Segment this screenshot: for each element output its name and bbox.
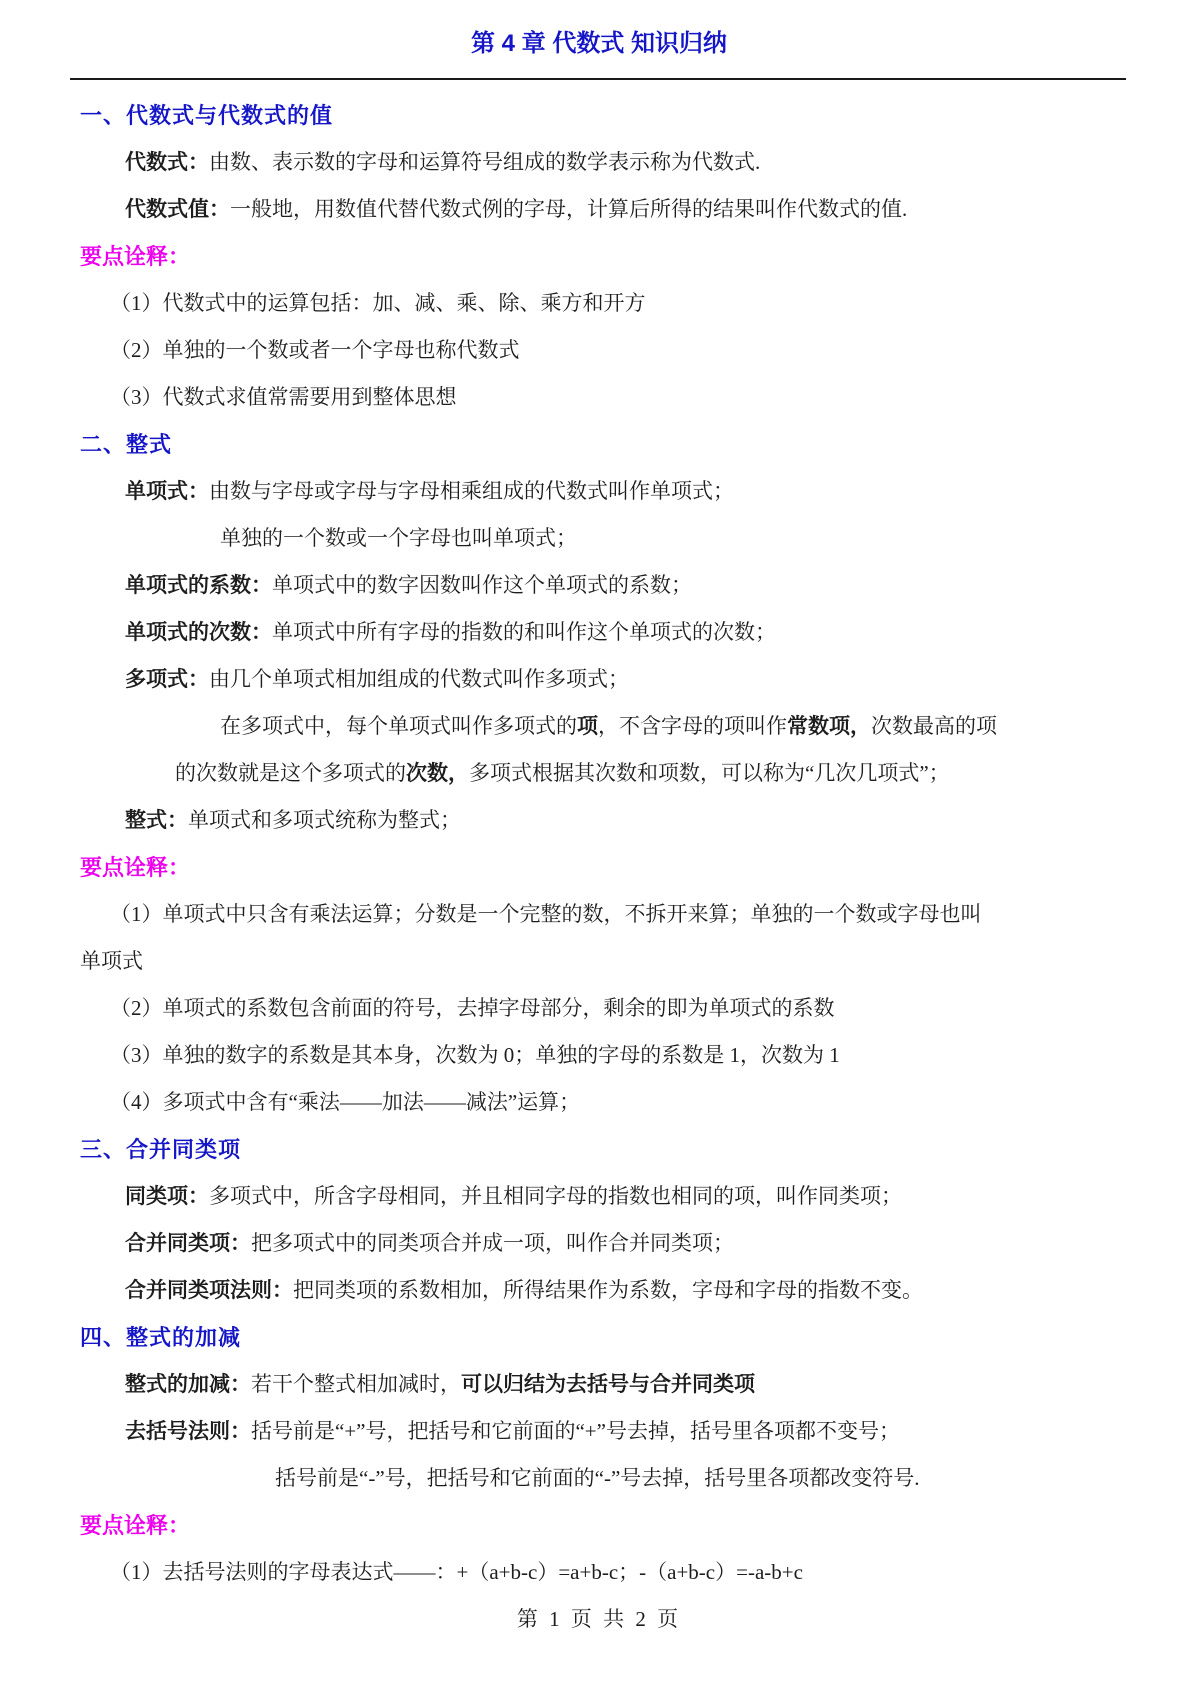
definition-polynomial (80, 656, 1118, 703)
definition-integral-expression (80, 797, 1118, 844)
definition-combine-rule (80, 1267, 1118, 1314)
list-item: （1）代数式中的运算包括：加、减、乘、除、乘方和开方 (110, 291, 646, 315)
list-item: （2）单独的一个数或者一个字母也称代数式 (110, 338, 520, 362)
definition-like-terms (80, 1173, 1118, 1220)
definition-monomial-coefficient (80, 562, 1118, 609)
text-run: 多项式根据其次数和项数，可以称为“几次几项式”； (469, 761, 950, 785)
definition-text: 把同类项的系数相加，所得结果作为系数，字母和字母的指数不变。 (293, 1278, 923, 1302)
definition-monomial-degree (80, 609, 1118, 656)
list-item: （3）代数式求值常需要用到整体思想 (110, 385, 457, 409)
notes-heading: 要点诠释： (80, 855, 191, 880)
page-number: 第 1 页 共 2 页 (516, 1607, 682, 1631)
definition-add-subtract (80, 1361, 1118, 1408)
definition-text: 一般地，用数值代替代数式例的字母，计算后所得的结果叫作代数式的值. (230, 197, 908, 221)
list-item: （1）单项式中只含有乘法运算；分数是一个完整的数，不拆开来算；单独的一个数或字母也叫 (110, 902, 982, 926)
definition-text: 括号前是“+”号，把括号和它前面的“+”号去掉，括号里各项都不变号； (251, 1419, 900, 1443)
definition-algebraic-expression (80, 139, 1118, 186)
section-heading-4: 四、整式的加减 (80, 1325, 242, 1350)
list-item: （4）多项式中含有“乘法——加法——减法”运算； (110, 1090, 581, 1114)
text-run: 的次数就是这个多项式的 (175, 761, 406, 785)
definition-remove-brackets-rule (80, 1408, 1118, 1455)
definition-text: 若干个整式相加减时， (251, 1372, 461, 1396)
definition-term: 代数式： (125, 151, 209, 174)
definition-combine-like-terms (80, 1220, 1118, 1267)
text-run: 在多项式中，每个单项式叫作多项式的 (220, 714, 577, 738)
bold-term: 项 (577, 715, 598, 738)
definition-text: 把多项式中的同类项合并成一项，叫作合并同类项； (251, 1231, 734, 1255)
definition-term: 合并同类项： (125, 1232, 251, 1255)
polynomial-detail-line-2 (80, 750, 1118, 797)
section-heading-1: 一、代数式与代数式的值 (80, 103, 334, 128)
section-heading-2: 二、整式 (80, 432, 173, 457)
bold-term: 常数项， (787, 715, 871, 738)
definition-term: 单项式： (125, 480, 209, 503)
definition-expression-value (80, 186, 1118, 233)
definition-continuation: 单独的一个数或一个字母也叫单项式； (220, 526, 577, 550)
definition-term: 合并同类项法则： (125, 1279, 293, 1302)
list-item-continuation: 单项式 (80, 949, 143, 973)
definition-term: 同类项： (125, 1185, 209, 1208)
definition-text: 由数与字母或字母与字母相乘组成的代数式叫作单项式； (209, 479, 734, 503)
bold-term: 次数， (406, 762, 469, 785)
section-heading-3: 三、合并同类项 (80, 1137, 242, 1162)
list-item: （3）单独的数字的系数是其本身，次数为 0；单独的字母的系数是 1，次数为 1 (110, 1043, 840, 1067)
definition-text: 多项式中，所含字母相同，并且相同字母的指数也相同的项，叫作同类项； (209, 1184, 902, 1208)
document-body (80, 80, 1118, 1596)
notes-heading: 要点诠释： (80, 244, 191, 269)
text-run: ，不含字母的项叫作 (598, 714, 787, 738)
definition-text: 单项式和多项式统称为整式； (188, 808, 461, 832)
definition-term: 多项式： (125, 668, 209, 691)
list-item: （2）单项式的系数包含前面的符号，去掉字母部分，剩余的即为单项式的系数 (110, 996, 835, 1020)
notes-heading: 要点诠释： (80, 1513, 191, 1538)
definition-term: 代数式值： (125, 198, 230, 221)
definition-term: 整式： (125, 809, 188, 832)
definition-term: 单项式的系数： (125, 574, 272, 597)
definition-text: 单项式中所有字母的指数的和叫作这个单项式的次数； (272, 620, 776, 644)
bold-term: 可以归结为去括号与合并同类项 (461, 1373, 755, 1396)
list-item: （1）去括号法则的字母表达式——：+（a+b-c）=a+b-c；-（a+b-c）=-a-b+c (110, 1560, 803, 1584)
polynomial-detail-line-1 (80, 703, 1118, 750)
document-title: 第 4 章 代数式 知识归纳 (470, 30, 728, 57)
definition-term: 去括号法则： (125, 1420, 251, 1443)
definition-term: 整式的加减： (125, 1373, 251, 1396)
definition-text: 由几个单项式相加组成的代数式叫作多项式； (209, 667, 629, 691)
definition-text: 单项式中的数字因数叫作这个单项式的系数； (272, 573, 692, 597)
definition-term: 单项式的次数： (125, 621, 272, 644)
definition-monomial (80, 468, 1118, 515)
definition-continuation: 括号前是“-”号，把括号和它前面的“-”号去掉，括号里各项都改变符号. (275, 1466, 920, 1490)
text-run: 次数最高的项 (871, 714, 997, 738)
definition-text: 由数、表示数的字母和运算符号组成的数学表示称为代数式. (209, 150, 761, 174)
